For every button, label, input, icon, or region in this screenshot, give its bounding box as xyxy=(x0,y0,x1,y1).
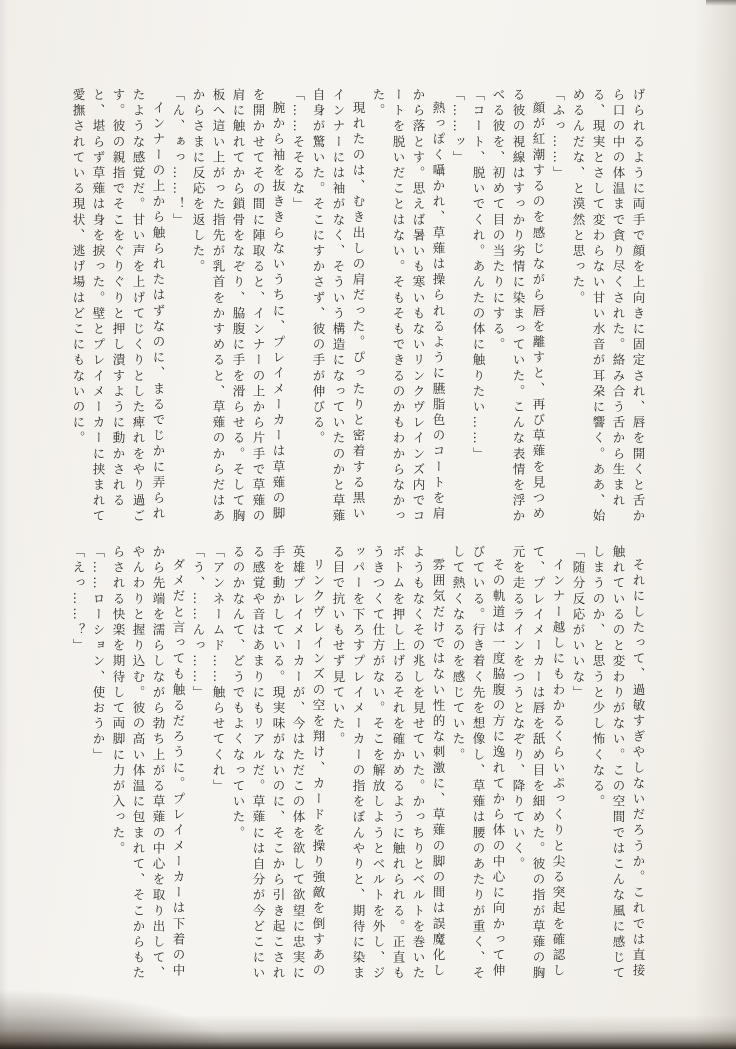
dialogue-line: 「ふっ……」 xyxy=(551,88,566,182)
paragraph: その軌道は一度脇腹の方に逸れてから体の中心に向かって伸びている。行き着く先を想像し、草薙は腰のあたりが重く、そして熱くなるのを感じていた。 xyxy=(451,545,506,982)
dialogue-line: 「コート、脱いでくれ。あんたの体に触りたい……」 xyxy=(471,88,486,463)
paragraph: リンクヴレインズの空を翔け、カードを操り強敵を倒すあの英雄プレイメーカーが、今はただこの体を欲して欲望に忠実に手を動かしている。現実味がないのに、そこから引き起こされる感覚や音はあまりにもリアルだ。草薙には自分が今どこにいるのかなんて、どうでもよくなっていた。 xyxy=(231,545,326,982)
paragraph: 腕から袖を抜ききらないうちに、プレイメーカーは草薙の脚を開かせてその間に陣取ると、インナーの上から片手で草薙の肩に触れてから鎖骨をなぞり、脇腹に手を滑らせる。そして胸板へ這い上がった指先が乳首をかすめると、草薙のからだはあからさまに反応を返した。 xyxy=(191,88,286,525)
scan-top-right-shadow xyxy=(706,0,736,6)
dialogue-line: 「……ッ」 xyxy=(451,88,466,166)
paragraph: 熱っぽく囁かれ、草薙は操られるように臙脂色のコートを肩から落とす。思えば暑いも寒いもないリンクヴレインズ内でコートを脱いだことはない。そもそもできるのかもわからなかった。 xyxy=(371,88,446,525)
paragraph: ダメだと言っても触るだろうに。プレイメーカーは下着の中から先端を濡らしながら勃ち上がる草薙の中心を取り出して、やんわりと握り込む。彼の高い体温に包まれて、そこからもたらされる快楽を期待して両脚に力が入った。 xyxy=(111,545,186,982)
paragraph: げられるように両手で顔を上向きに固定され、唇を開くと舌から口の中の体温まで貪り尽くされた。絡み合う舌から生まれる、現実とさして変わらない甘い水音が耳朶に響く。ああ、始めるんだな、と漠然と思った。 xyxy=(571,88,646,525)
dialogue-line: 「随分反応がいいな」 xyxy=(571,545,586,701)
dialogue-line: 「う、……んっ……」 xyxy=(191,545,206,701)
scan-left-edge xyxy=(0,0,8,1049)
dialogue-line: 「アンネームド……触らせてくれ」 xyxy=(211,545,226,795)
paragraph: それにしたって、過敏すぎやしないだろうか。これでは直接触れているのと変わりがない。この空間ではこんな風に感じてしまうのか、と思うと少し怖くなる。 xyxy=(591,545,646,982)
bottom-text-block xyxy=(68,545,648,994)
top-text-block xyxy=(68,88,648,535)
paragraph: 顔が紅潮するのを感じながら唇を離すと、再び草薙を見つめる彼の視線はすっかり劣情に染まっていた。こんな表情を浮かべる彼を、初めて目の当たりにする。 xyxy=(491,88,546,525)
paragraph: インナーの上から触られたはずなのに、まるでじかに弄られたような感覚だ。甘い声を上げてじくりとした痺れをやり過ごす。彼の親指でそこをぐりぐりと押し潰すように動かされると、堪らず草薙は身を捩った。壁とプレイメーカーに挟まれて愛撫されている現状、逃げ場はどこにもないのに。 xyxy=(71,88,166,525)
dialogue-line: 「えっ……？」 xyxy=(71,545,86,655)
dialogue-line: 「ん、ぁっ……！」 xyxy=(171,88,186,229)
paragraph: 雰囲気だけではない性的な刺激に、草薙の脚の間は誤魔化しようもなくその兆しを見せていた。かっちりとベルトを巻いたボトムを押し上げるそれを確かめるように触れられる。正直もうきつくて仕方がない。そこを解放しようとベルトを外し、ジッパーを下ろすプレイメーカーの指をぼんやりと、期待に染まる目で抗いもせず見ていた。 xyxy=(331,545,446,982)
paragraph: インナー越しにもわかるくらいぷっくりと尖る突起を確認して、プレイメーカーは唇を舐め目を細めた。彼の指が草薙の胸元を走るラインをつうとなぞり、降りていく。 xyxy=(511,545,566,982)
paragraph: 現れたのは、むき出しの肩だった。ぴったりと密着する黒いインナーには袖がなく、そういう構造になっていたのかと草薙自身が驚いた。そこにすかさず、彼の手が伸びる。 xyxy=(311,88,366,525)
dialogue-line: 「……そそるな」 xyxy=(291,88,306,213)
scan-bottom-edge-shadow xyxy=(0,1015,736,1049)
dialogue-line: 「……ローション、使おうか」 xyxy=(91,545,106,764)
scan-right-edge-shadow xyxy=(694,0,736,1049)
